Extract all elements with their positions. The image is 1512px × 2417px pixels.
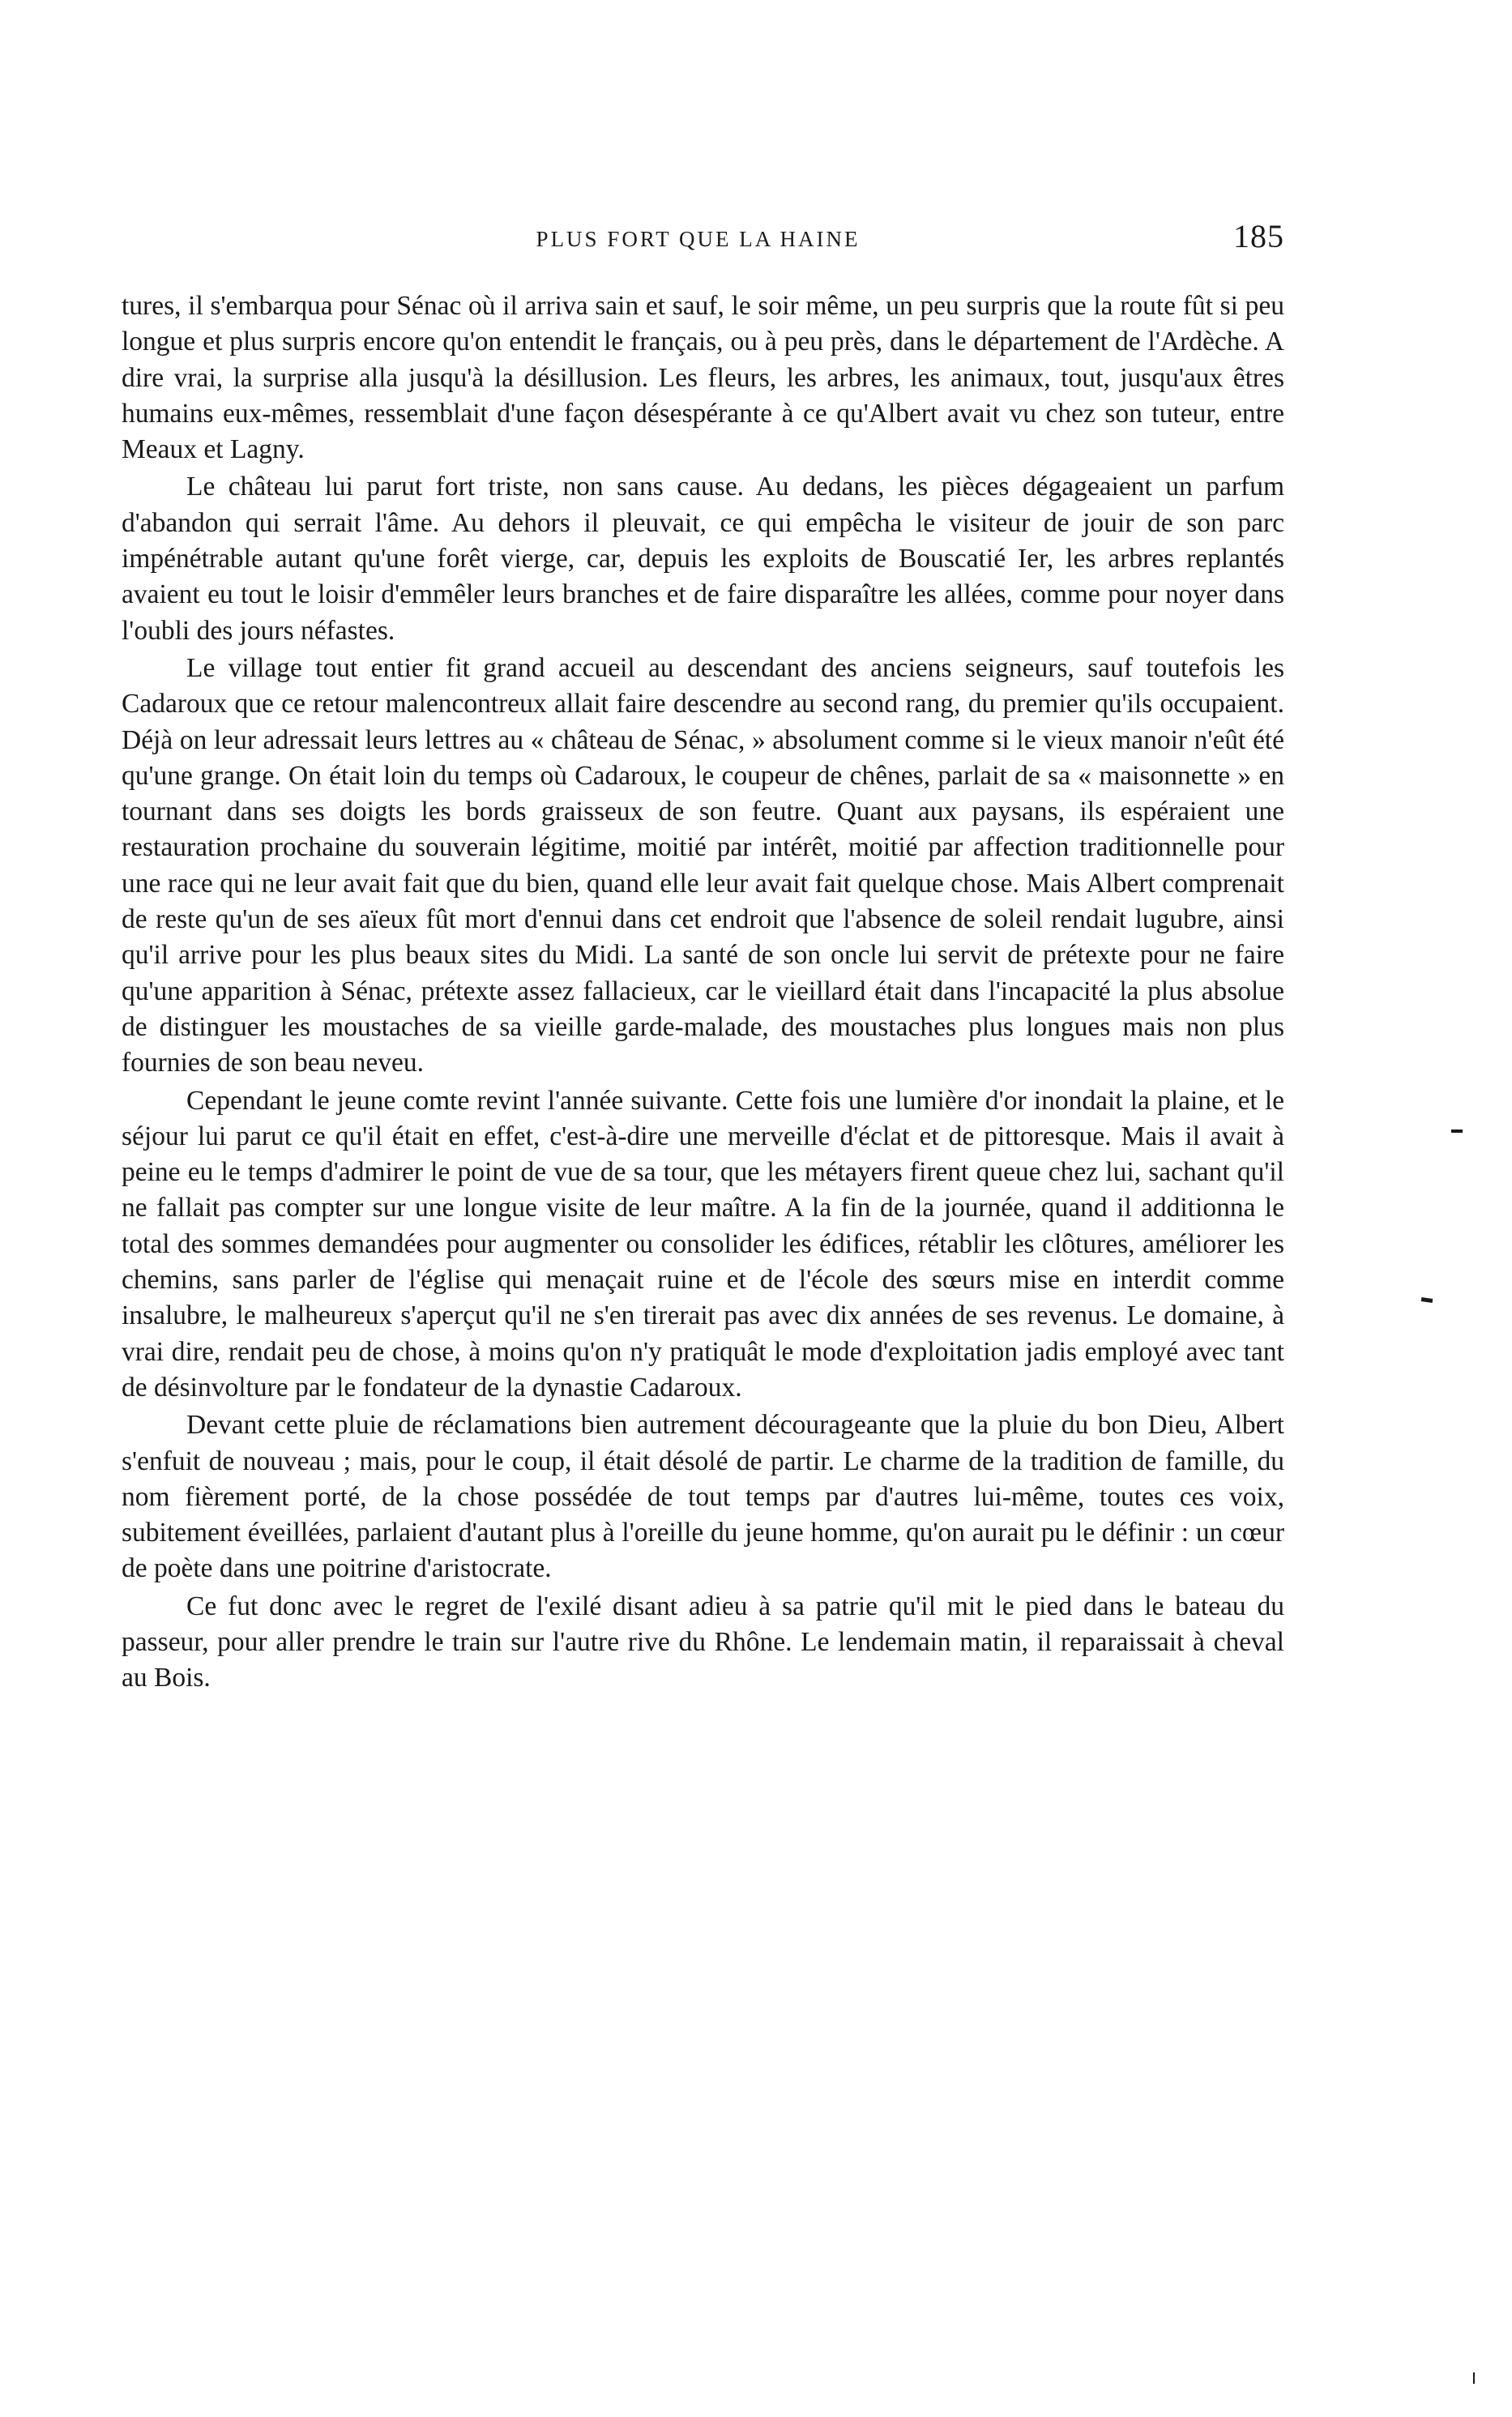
running-title: PLUS FORT QUE LA HAINE <box>536 227 861 251</box>
paragraph: Devant cette pluie de réclamations bien autrement décourageante que la pluie du bon Dieu, Albert s'enfuit de nouveau ; mais, pour le coup, il était désolé de partir. Le charme de la tradition de famille, du nom fièrement porté, de la chose possédée de tout temps par d'autres lui-même, toutes ces voix, subitement éveillées, parlaient d'autant plus à l'oreille du jeune homme, qu'on aurait pu le définir : un cœur de poète dans une poitrine d'aristocrate. <box>122 1410 1284 1584</box>
margin-mark <box>1421 1297 1433 1303</box>
margin-mark <box>1473 2372 1475 2384</box>
paragraph: Le château lui parut fort triste, non sans cause. Au dedans, les pièces dégageaient un parfum d'abandon qui serrait l'âme. Au dehors il pleuvait, ce qui empêcha le visiteur de jouir de son parc impénétrable autant qu'une forêt vierge, car, depuis les exploits de Bouscatié Ier, les arbres replantés avaient eu tout le loisir d'emmêler leurs branches et de faire disparaître les allées, comme pour noyer dans l'oubli des jours néfastes. <box>122 472 1284 646</box>
page-header <box>122 217 1284 266</box>
paragraph: Le village tout entier fit grand accueil au descendant des anciens seigneurs, sauf toutefois les Cadaroux que ce retour malencontreux allait faire descendre au second rang, du premier qu'ils occupaient. Déjà on leur adressait leurs lettres au « château de Sénac, » absolument comme si le vieux manoir n'eût été qu'une grange. On était loin du temps où Cadaroux, le coupeur de chênes, parlait de sa « maisonnette » en tournant dans ses doigts les bords graisseux de son feutre. Quant aux paysans, ils espéraient une restauration prochaine du souverain légitime, moitié par intérêt, moitié par affection traditionnelle pour une race qui ne leur avait fait que du bien, quand elle leur avait fait quelque chose. Mais Albert comprenait de reste qu'un de ses aïeux fût mort d'ennui dans cet endroit que l'absence de soleil rendait lugubre, ainsi qu'il arrive pour les plus beaux sites du Midi. La santé de son oncle lui servit de prétexte pour ne faire qu'une apparition à Sénac, prétexte assez fallacieux, car le vieillard était dans l'incapacité la plus absolue de distinguer les moustaches de sa vieille garde-malade, des moustaches plus longues mais non plus fournies de son beau neveu. <box>122 652 1284 1078</box>
margin-mark <box>1451 1129 1463 1133</box>
page-number: 185 <box>1233 218 1284 254</box>
body-text <box>122 288 1284 1697</box>
paragraph: Ce fut donc avec le regret de l'exilé disant adieu à sa patrie qu'il mit le pied dans le bateau du passeur, pour aller prendre le train sur l'autre rive du Rhône. Le lendemain matin, il reparaissait à cheval au Bois. <box>122 1591 1284 1693</box>
paragraph: Cependant le jeune comte revint l'année suivante. Cette fois une lumière d'or inondait la plaine, et le séjour lui parut ce qu'il était en effet, c'est-à-dire une merveille d'éclat et de pittoresque. Mais il avait à peine eu le temps d'admirer le point de vue de sa tour, que les métayers firent queue chez lui, sachant qu'il ne fallait pas compter sur une longue visite de leur maître. A la fin de la journée, quand il additionna le total des sommes demandées pour augmenter ou consolider les édifices, rétablir les clôtures, améliorer les chemins, sans parler de l'église qui menaçait ruine et de l'école des sœurs mise en interdit comme insalubre, le malheureux s'aperçut qu'il ne s'en tirerait pas avec dix années de ses revenus. Le domaine, à vrai dire, rendait peu de chose, à moins qu'on n'y pratiquât le mode d'exploitation jadis employé avec tant de désinvolture par le fondateur de la dynastie Cadaroux. <box>122 1085 1284 1403</box>
paragraph: tures, il s'embarqua pour Sénac où il arriva sain et sauf, le soir même, un peu surpris que la route fût si peu longue et plus surpris encore qu'on entendit le français, ou à peu près, dans le département de l'Ardèche. A dire vrai, la surprise alla jusqu'à la désillusion. Les fleurs, les arbres, les animaux, tout, jusqu'aux êtres humains eux-mêmes, ressemblait d'une façon désespérante à ce qu'Albert avait vu chez son tuteur, entre Meaux et Lagny. <box>122 291 1284 465</box>
